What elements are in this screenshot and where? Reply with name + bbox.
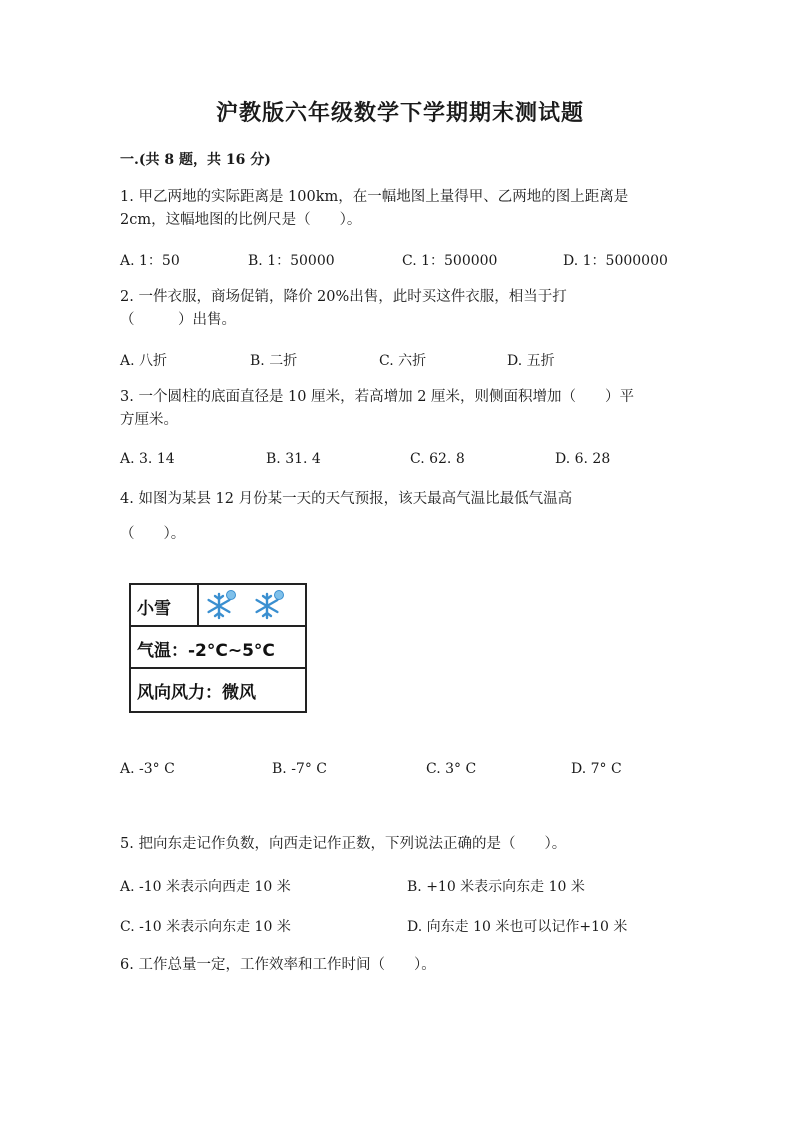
question-3-option-d: D. 6. 28: [555, 451, 611, 467]
question-5-option-c: C. -10 米表示向东走 10 米: [120, 919, 291, 935]
question-3-stem: [120, 386, 690, 432]
question-1-option-a: A. 1：50: [120, 253, 180, 269]
question-3-option-b: B. 31. 4: [266, 451, 321, 467]
question-1-option-d: D. 1：5000000: [563, 253, 668, 269]
question-3-option-c: C. 62. 8: [410, 451, 465, 467]
question-5-option-d: D. 向东走 10 米也可以记作+10 米: [407, 919, 628, 935]
question-4-line-1: 4. 如图为某县 12 月份某一天的天气预报，该天最高气温比最低气温高: [120, 491, 573, 507]
question-6-stem: [120, 954, 685, 977]
question-1-stem: [120, 186, 685, 232]
weather-wind-label: 风向风力：微风: [137, 683, 256, 703]
question-4-line-2: （ ）。: [120, 526, 186, 542]
weather-row-temperature: [131, 627, 305, 669]
question-2-option-d: D. 五折: [507, 353, 555, 369]
question-1-line-2: 2cm，这幅地图的比例尺是（ ）。: [120, 212, 362, 228]
question-5-line-1: 5. 把向东走记作负数，向西走记作正数，下列说法正确的是（ ）。: [120, 836, 567, 852]
question-4-stem: [120, 488, 685, 546]
snowflake-icon: [253, 588, 287, 622]
question-3-line-1: 3. 一个圆柱的底面直径是 10 厘米，若高增加 2 厘米，则侧面积增加（ ）平: [120, 389, 635, 405]
question-2-option-c: C. 六折: [379, 353, 427, 369]
question-4-option-c: C. 3° C: [426, 761, 477, 777]
page-title: 沪教版六年级数学下学期期末测试题: [215, 100, 584, 126]
weather-row-wind: [131, 669, 305, 711]
question-3-option-a: A. 3. 14: [120, 451, 175, 467]
question-4-option-d: D. 7° C: [571, 761, 622, 777]
question-2-line-2: （ ）出售。: [120, 312, 236, 328]
question-4-option-a: A. -3° C: [120, 761, 175, 777]
question-2-option-b: B. 二折: [250, 353, 298, 369]
question-1-option-c: C. 1：500000: [402, 253, 498, 269]
weather-icons: [205, 588, 295, 626]
question-5-stem: [120, 833, 685, 856]
weather-temperature-label: 气温：-2°C~5°C: [137, 641, 275, 661]
question-1-option-b: B. 1：50000: [248, 253, 335, 269]
weather-condition-label: 小雪: [137, 599, 171, 619]
section-heading: 一.(共 8 题，共 16 分): [120, 152, 271, 168]
snowflake-icon: [205, 588, 239, 622]
weather-row-condition: [131, 585, 305, 627]
question-4-option-b: B. -7° C: [272, 761, 327, 777]
question-2-stem: [120, 286, 685, 332]
weather-divider: [197, 585, 199, 625]
question-1-line-1: 1. 甲乙两地的实际距离是 100km，在一幅地图上量得甲、乙两地的图上距离是: [120, 189, 629, 205]
question-2-option-a: A. 八折: [120, 353, 168, 369]
weather-forecast-figure: [129, 583, 307, 713]
question-3-line-2: 方厘米。: [120, 412, 178, 428]
question-5-option-a: A. -10 米表示向西走 10 米: [120, 879, 291, 895]
question-5-option-b: B. +10 米表示向东走 10 米: [407, 879, 585, 895]
question-2-line-1: 2. 一件衣服，商场促销，降价 20%出售，此时买这件衣服，相当于打: [120, 289, 567, 305]
question-6-line-1: 6. 工作总量一定，工作效率和工作时间（ ）。: [120, 957, 436, 973]
